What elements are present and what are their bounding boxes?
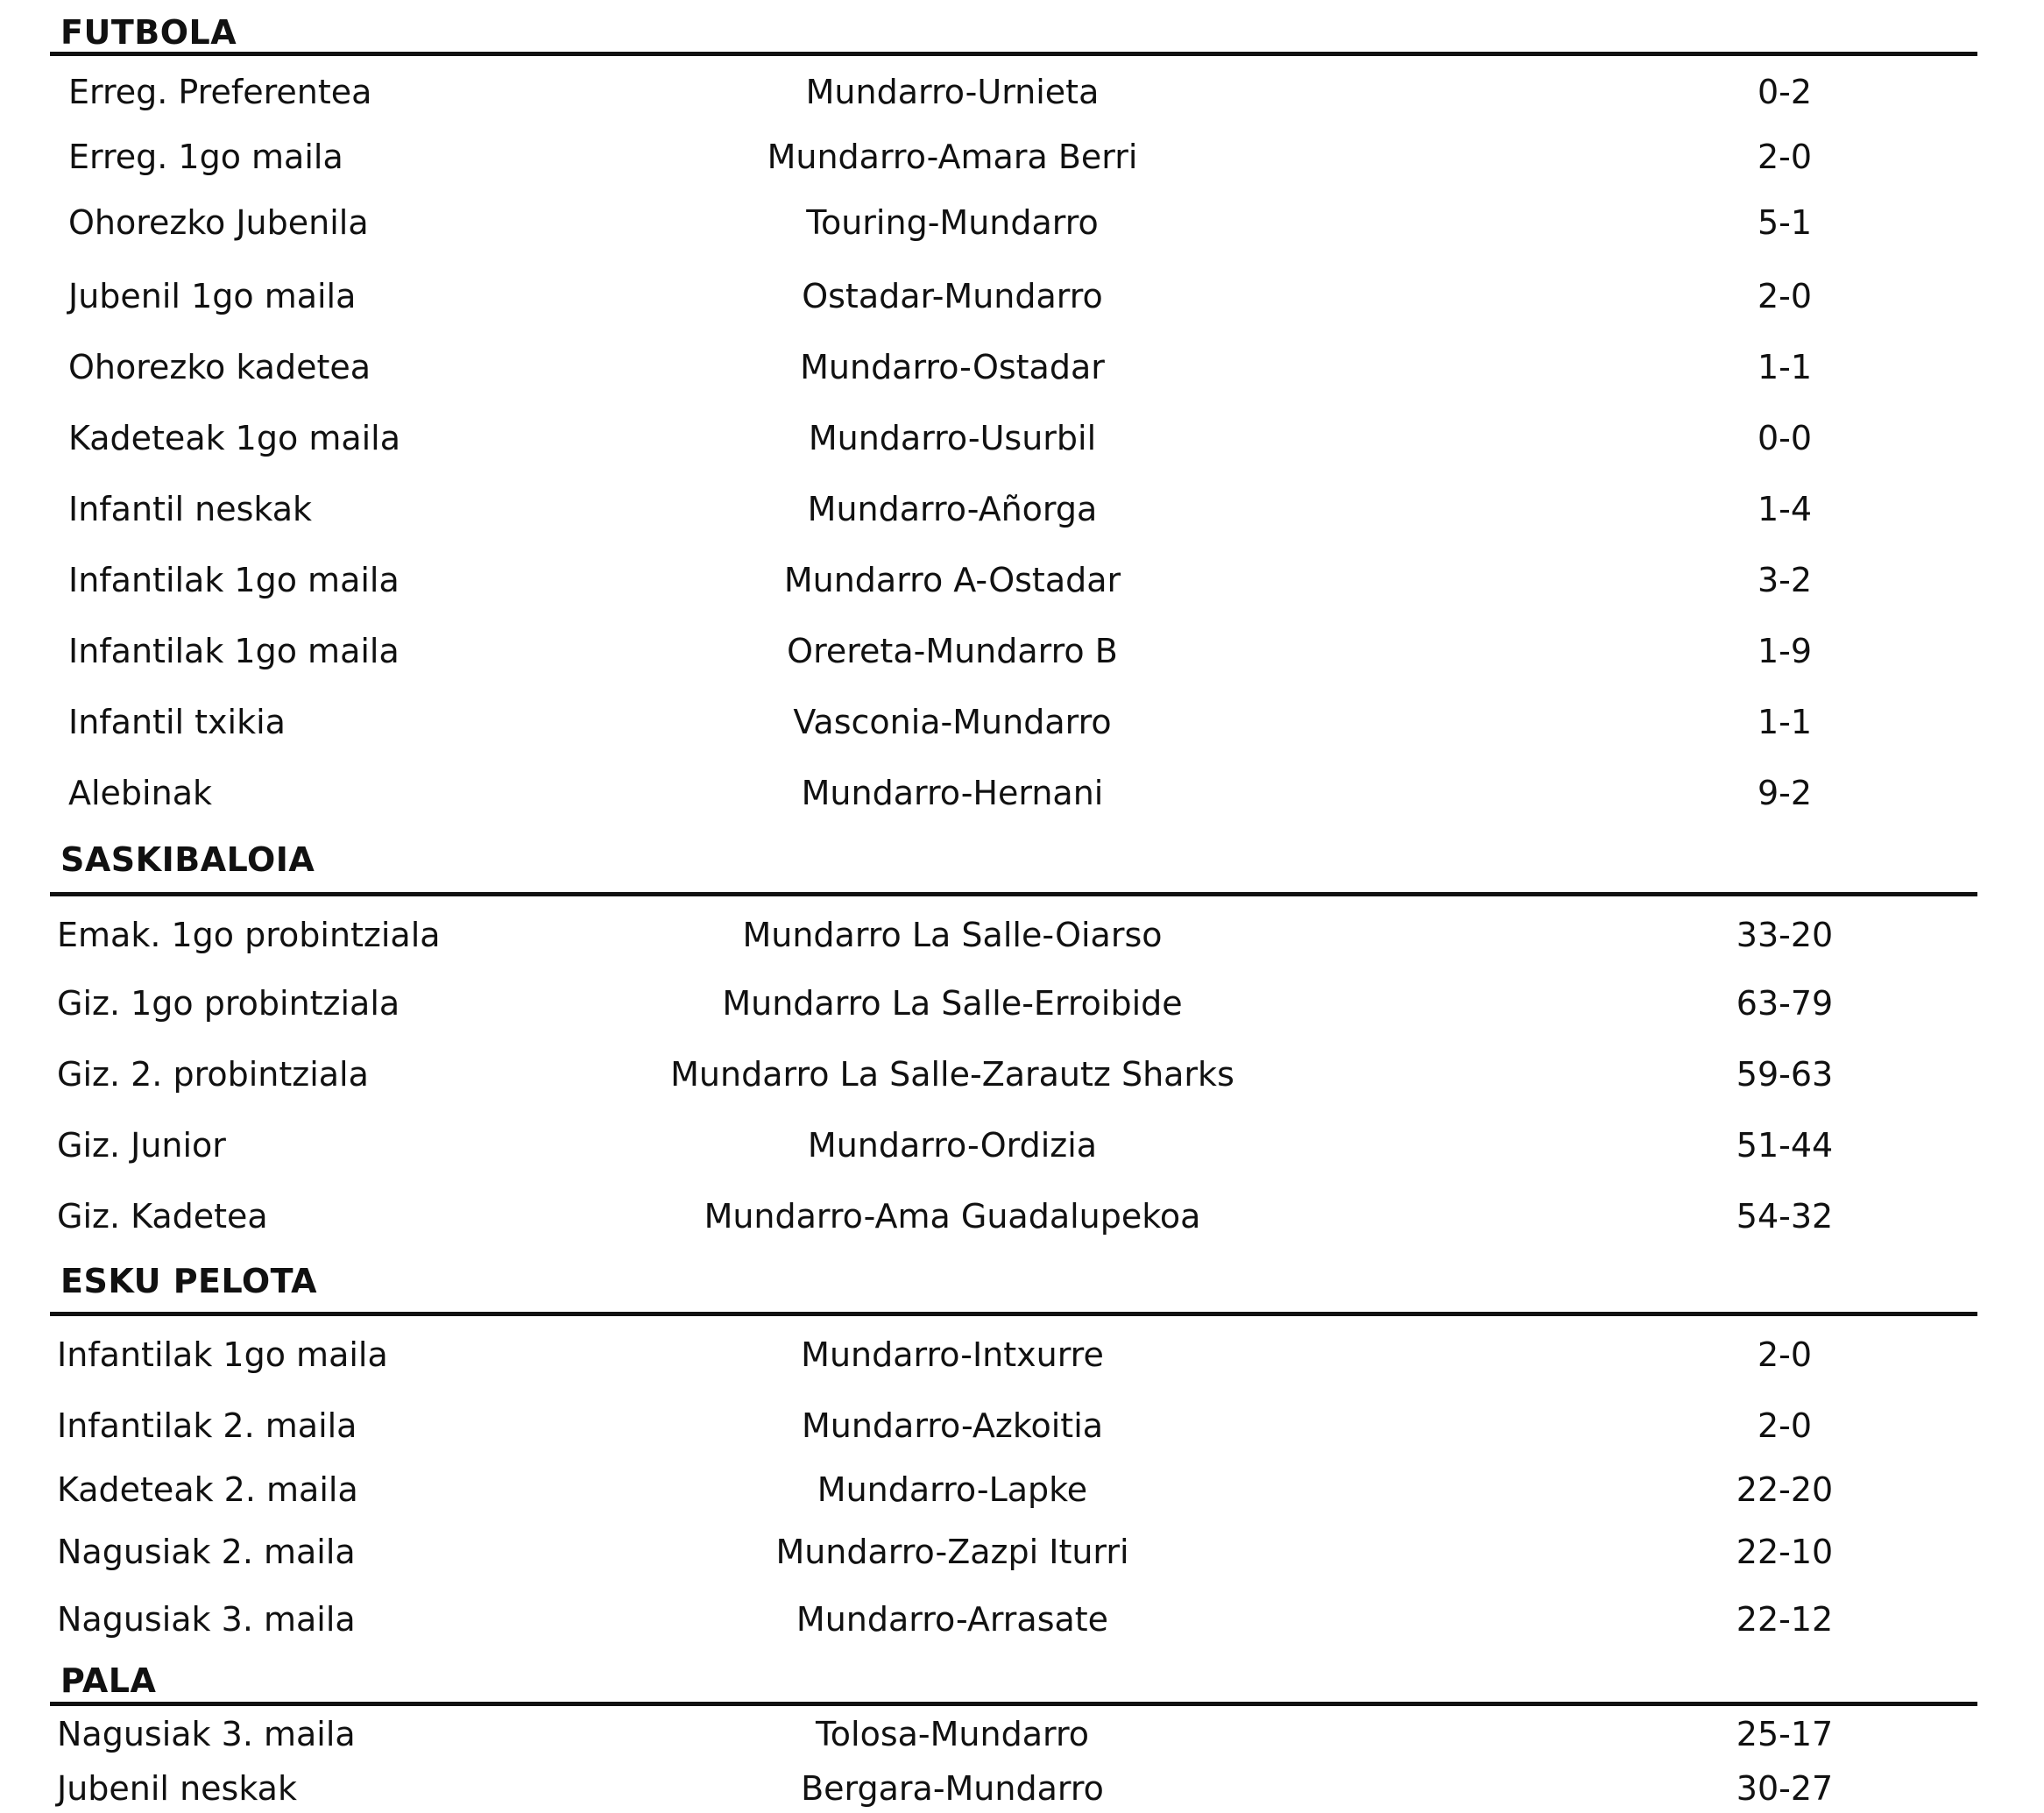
section-divider <box>50 1702 1977 1706</box>
section-title: ESKU PELOTA <box>60 1262 318 1300</box>
score-value: 1-1 <box>1757 348 1813 386</box>
score-value: 1-4 <box>1757 490 1813 528</box>
result-row <box>50 1122 1977 1169</box>
match-label: Mundarro-Amara Berri <box>767 138 1138 176</box>
match-label: Mundarro-Zazpi Iturri <box>775 1533 1129 1571</box>
result-row <box>50 273 1977 320</box>
match-label: Orereta-Mundarro B <box>787 632 1118 670</box>
score-value: 63-79 <box>1736 984 1834 1023</box>
result-row <box>50 1402 1977 1449</box>
section-divider <box>50 892 1977 896</box>
category-label: Jubenil 1go maila <box>68 277 357 315</box>
result-row <box>50 1528 1977 1576</box>
score-value: 1-9 <box>1757 632 1813 670</box>
score-value: 59-63 <box>1736 1055 1834 1094</box>
match-label: Mundarro-Ordizia <box>807 1126 1098 1165</box>
match-label: Mundarro-Azkoitia <box>801 1406 1104 1445</box>
match-label: Bergara-Mundarro <box>801 1769 1104 1808</box>
match-label: Mundarro-Lapke <box>817 1470 1088 1509</box>
score-value: 54-32 <box>1736 1197 1834 1236</box>
category-label: Giz. Junior <box>57 1126 226 1165</box>
section-title: PALA <box>60 1661 157 1700</box>
category-label: Giz. Kadetea <box>57 1197 268 1236</box>
section-divider <box>50 52 1977 56</box>
match-label: Mundarro-Ostadar <box>800 348 1105 386</box>
match-label: Mundarro-Arrasate <box>796 1600 1109 1639</box>
result-row <box>50 556 1977 604</box>
match-label: Mundarro-Añorga <box>807 490 1098 528</box>
section-title: FUTBOLA <box>60 13 237 52</box>
score-value: 30-27 <box>1736 1769 1834 1808</box>
score-value: 22-10 <box>1736 1533 1834 1571</box>
result-row <box>50 199 1977 246</box>
result-row <box>50 1710 1977 1758</box>
section-divider <box>50 1312 1977 1316</box>
result-row <box>50 343 1977 391</box>
match-label: Mundarro La Salle-Erroibide <box>722 984 1183 1023</box>
score-value: 9-2 <box>1757 774 1813 812</box>
result-row <box>50 485 1977 533</box>
match-label: Touring-Mundarro <box>806 203 1099 242</box>
score-value: 0-2 <box>1757 73 1813 111</box>
category-label: Giz. 1go probintziala <box>57 984 400 1023</box>
result-row <box>50 698 1977 746</box>
category-label: Jubenil neskak <box>57 1769 297 1808</box>
result-row <box>50 68 1977 116</box>
result-row <box>50 980 1977 1027</box>
result-row <box>50 1596 1977 1643</box>
category-label: Erreg. Preferentea <box>68 73 372 111</box>
score-value: 51-44 <box>1736 1126 1834 1165</box>
match-label: Vasconia-Mundarro <box>793 703 1112 741</box>
result-row <box>50 1051 1977 1098</box>
result-row <box>50 1466 1977 1513</box>
category-label: Nagusiak 2. maila <box>57 1533 356 1571</box>
category-label: Infantilak 2. maila <box>57 1406 357 1445</box>
match-label: Tolosa-Mundarro <box>816 1715 1089 1753</box>
result-row <box>50 1765 1977 1812</box>
match-label: Mundarro-Intxurre <box>801 1335 1104 1374</box>
match-label: Mundarro-Urnieta <box>805 73 1100 111</box>
category-label: Infantilak 1go maila <box>68 561 400 599</box>
match-label: Mundarro-Ama Guadalupekoa <box>704 1197 1201 1236</box>
score-value: 5-1 <box>1757 203 1813 242</box>
category-label: Ohorezko Jubenila <box>68 203 369 242</box>
result-row <box>50 1193 1977 1240</box>
result-row <box>50 1331 1977 1378</box>
score-value: 2-0 <box>1757 1406 1813 1445</box>
score-value: 22-12 <box>1736 1600 1834 1639</box>
score-value: 3-2 <box>1757 561 1813 599</box>
category-label: Nagusiak 3. maila <box>57 1715 356 1753</box>
result-row <box>50 627 1977 675</box>
category-label: Giz. 2. probintziala <box>57 1055 369 1094</box>
category-label: Kadeteak 2. maila <box>57 1470 358 1509</box>
category-label: Infantilak 1go maila <box>68 632 400 670</box>
score-value: 0-0 <box>1757 419 1813 457</box>
score-value: 33-20 <box>1736 916 1834 954</box>
category-label: Nagusiak 3. maila <box>57 1600 356 1639</box>
category-label: Infantil txikia <box>68 703 286 741</box>
result-row <box>50 911 1977 959</box>
result-row <box>50 769 1977 817</box>
match-label: Mundarro-Usurbil <box>808 419 1097 457</box>
category-label: Emak. 1go probintziala <box>57 916 441 954</box>
score-value: 22-20 <box>1736 1470 1834 1509</box>
match-label: Mundarro A-Ostadar <box>783 561 1121 599</box>
score-value: 1-1 <box>1757 703 1813 741</box>
category-label: Infantil neskak <box>68 490 313 528</box>
match-label: Mundarro-Hernani <box>801 774 1104 812</box>
result-row <box>50 133 1977 181</box>
score-value: 2-0 <box>1757 1335 1813 1374</box>
match-label: Mundarro La Salle-Oiarso <box>742 916 1163 954</box>
score-value: 2-0 <box>1757 138 1813 176</box>
category-label: Alebinak <box>68 774 212 812</box>
category-label: Ohorezko kadetea <box>68 348 371 386</box>
category-label: Erreg. 1go maila <box>68 138 343 176</box>
section-title: SASKIBALOIA <box>60 840 315 879</box>
category-label: Kadeteak 1go maila <box>68 419 401 457</box>
match-label: Ostadar-Mundarro <box>802 277 1103 315</box>
score-value: 2-0 <box>1757 277 1813 315</box>
result-row <box>50 414 1977 462</box>
category-label: Infantilak 1go maila <box>57 1335 388 1374</box>
match-label: Mundarro La Salle-Zarautz Sharks <box>670 1055 1234 1094</box>
score-value: 25-17 <box>1736 1715 1834 1753</box>
